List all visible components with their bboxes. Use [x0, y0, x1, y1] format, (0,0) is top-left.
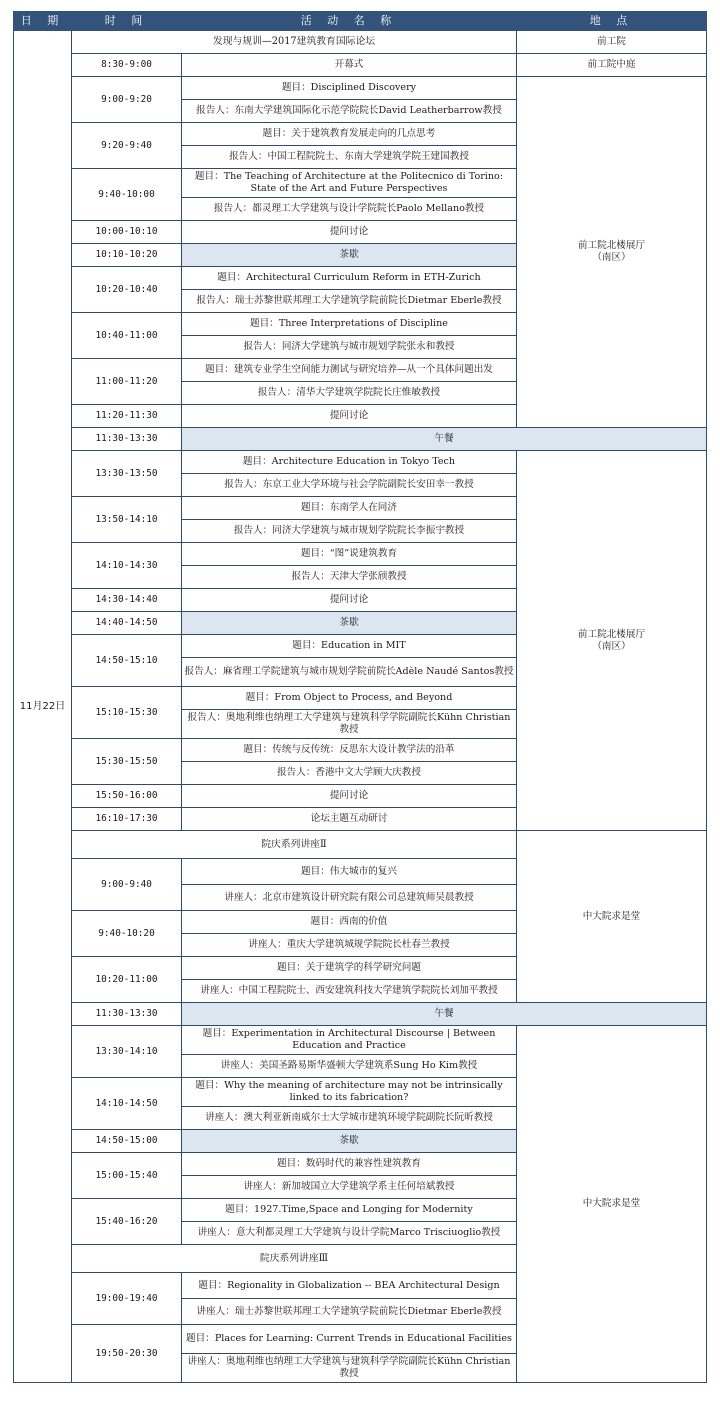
time-cell: 10:10-10:20 — [72, 244, 182, 267]
speaker-cell: 讲座人：意大利都灵理工大学建筑与设计学院Marco Trisciuoglio教授 — [182, 1222, 517, 1245]
topic-cell: 题目：Disciplined Discovery — [182, 77, 517, 100]
lecture3-title: 院庆系列讲座Ⅲ — [72, 1245, 517, 1273]
label-cell: 提问讨论 — [182, 405, 517, 428]
time-cell: 11:30-13:30 — [72, 428, 182, 451]
speaker-cell: 讲座人：美国圣路易斯华盛顿大学建筑系Sung Ho Kim教授 — [182, 1055, 517, 1078]
forum-title-location: 前工院 — [517, 31, 707, 54]
opening-time: 8:30-9:00 — [72, 54, 182, 77]
speaker-cell: 报告人：麻省理工学院建筑与城市规划学院前院长Adèle Naudé Santos教授 — [182, 658, 517, 687]
label-cell: 提问讨论 — [182, 589, 517, 612]
time-cell: 14:10-14:50 — [72, 1078, 182, 1130]
speaker-cell: 报告人：香港中文大学顾大庆教授 — [182, 762, 517, 785]
speaker-cell: 讲座人：澳大利亚新南威尔士大学城市建筑环境学院副院长阮昕教授 — [182, 1107, 517, 1130]
header-time: 时 间 — [72, 12, 182, 31]
time-cell: 19:00-19:40 — [72, 1273, 182, 1325]
speaker-cell: 报告人：中国工程院院士、东南大学建筑学院王建国教授 — [182, 146, 517, 169]
afternoon-location: 前工院北楼展厅 （南区） — [517, 451, 707, 831]
time-cell: 16:10-17:30 — [72, 808, 182, 831]
topic-cell: 题目：Architectural Curriculum Reform in ETH-Zurich — [182, 267, 517, 290]
speaker-cell: 讲座人：中国工程院院士、西安建筑科技大学建筑学院院长刘加平教授 — [182, 980, 517, 1003]
topic-cell: 题目：1927.Time,Space and Longing for Modernity — [182, 1199, 517, 1222]
topic-cell: 题目：数码时代的兼容性建筑教育 — [182, 1153, 517, 1176]
time-cell: 14:30-14:40 — [72, 589, 182, 612]
topic-cell: 题目：Experimentation in Architectural Discourse | Between Education and Practice — [182, 1026, 517, 1055]
label-cell: 提问讨论 — [182, 785, 517, 808]
header-activity: 活 动 名 称 — [182, 12, 517, 31]
time-cell: 13:50-14:10 — [72, 497, 182, 543]
topic-cell: 题目：From Object to Process, and Beyond — [182, 687, 517, 710]
topic-cell: 题目：“图”说建筑教育 — [182, 543, 517, 566]
topic-cell: 题目：Places for Learning: Current Trends in Educational Facilities — [182, 1325, 517, 1354]
forum-title: 发现与规训—2017建筑教育国际论坛 — [72, 31, 517, 54]
time-cell: 13:30-14:10 — [72, 1026, 182, 1078]
topic-cell: 题目：建筑专业学生空间能力测试与研究培养—从一个具体问题出发 — [182, 359, 517, 382]
time-cell: 13:30-13:50 — [72, 451, 182, 497]
topic-cell: 题目：Three Interpretations of Discipline — [182, 313, 517, 336]
time-cell: 14:10-14:30 — [72, 543, 182, 589]
lunch-cell: 午餐 — [182, 428, 707, 451]
lecture2-morning-location: 中大院求是堂 — [517, 831, 707, 1003]
label-cell: 提问讨论 — [182, 221, 517, 244]
break-cell: 茶歇 — [182, 244, 517, 267]
opening-location: 前工院中庭 — [517, 54, 707, 77]
time-cell: 9:40-10:20 — [72, 911, 182, 957]
opening-label: 开幕式 — [182, 54, 517, 77]
speaker-cell: 报告人：都灵理工大学建筑与设计学院院长Paolo Mellano教授 — [182, 198, 517, 221]
topic-cell: 题目：Why the meaning of architecture may not be intrinsically linked to its fabrication? — [182, 1078, 517, 1107]
topic-cell: 题目：传统与反传统：反思东大设计教学法的沿革 — [182, 739, 517, 762]
time-cell: 15:50-16:00 — [72, 785, 182, 808]
label-cell: 论坛主题互动研讨 — [182, 808, 517, 831]
speaker-cell: 讲座人：重庆大学建筑城规学院院长杜春兰教授 — [182, 934, 517, 957]
time-cell: 11:00-11:20 — [72, 359, 182, 405]
time-cell: 10:20-10:40 — [72, 267, 182, 313]
time-cell: 10:00-10:10 — [72, 221, 182, 244]
time-cell: 10:20-11:00 — [72, 957, 182, 1003]
topic-cell: 题目：The Teaching of Architecture at the Politecnico di Torino: State of the Art and Future Perspectives — [182, 169, 517, 198]
time-cell: 15:10-15:30 — [72, 687, 182, 739]
speaker-cell: 报告人：瑞士苏黎世联邦理工大学建筑学院前院长Dietmar Eberle教授 — [182, 290, 517, 313]
break-cell: 茶歇 — [182, 1130, 517, 1153]
lunch-cell: 午餐 — [182, 1003, 707, 1026]
time-cell: 10:40-11:00 — [72, 313, 182, 359]
topic-cell: 题目：东南学人在同济 — [182, 497, 517, 520]
schedule-table — [13, 11, 707, 1383]
speaker-cell: 讲座人：北京市建筑设计研究院有限公司总建筑师吴晨教授 — [182, 885, 517, 911]
speaker-cell: 报告人：清华大学建筑学院院长庄惟敏教授 — [182, 382, 517, 405]
lecture2-title: 院庆系列讲座Ⅱ — [72, 831, 517, 859]
speaker-cell: 报告人：同济大学建筑与城市规划学院张永和教授 — [182, 336, 517, 359]
time-cell: 14:50-15:00 — [72, 1130, 182, 1153]
header-location: 地 点 — [517, 12, 707, 31]
morning-location: 前工院北楼展厅 （南区） — [517, 77, 707, 428]
topic-cell: 题目：伟大城市的复兴 — [182, 859, 517, 885]
time-cell: 15:00-15:40 — [72, 1153, 182, 1199]
topic-cell: 题目：Education in MIT — [182, 635, 517, 658]
time-cell: 9:40-10:00 — [72, 169, 182, 221]
speaker-cell: 报告人：同济大学建筑与城市规划学院院长李振宇教授 — [182, 520, 517, 543]
speaker-cell: 报告人：东南大学建筑国际化示范学院院长David Leatherbarrow教授 — [182, 100, 517, 123]
time-cell: 15:30-15:50 — [72, 739, 182, 785]
speaker-cell: 讲座人：新加坡国立大学建筑学系主任何培斌教授 — [182, 1176, 517, 1199]
time-cell: 14:40-14:50 — [72, 612, 182, 635]
break-cell: 茶歇 — [182, 612, 517, 635]
time-cell: 9:00-9:20 — [72, 77, 182, 123]
time-cell: 14:50-15:10 — [72, 635, 182, 687]
speaker-cell: 报告人：天津大学张颀教授 — [182, 566, 517, 589]
speaker-cell: 报告人：奥地利维也纳理工大学建筑与建筑科学学院副院长Kühn Christian教授 — [182, 710, 517, 739]
time-cell: 19:50-20:30 — [72, 1325, 182, 1383]
speaker-cell: 讲座人：奥地利维也纳理工大学建筑与建筑科学学院副院长Kühn Christian教授 — [182, 1354, 517, 1383]
topic-cell: 题目：Architecture Education in Tokyo Tech — [182, 451, 517, 474]
lecture2-afternoon-location: 中大院求是堂 — [517, 1026, 707, 1383]
header-row — [14, 12, 707, 31]
time-cell: 9:00-9:40 — [72, 859, 182, 911]
time-cell: 9:20-9:40 — [72, 123, 182, 169]
time-cell: 15:40-16:20 — [72, 1199, 182, 1245]
header-date: 日 期 — [14, 12, 72, 31]
topic-cell: 题目：西南的价值 — [182, 911, 517, 934]
topic-cell: 题目：关于建筑教育发展走向的几点思考 — [182, 123, 517, 146]
speaker-cell: 讲座人：瑞士苏黎世联邦理工大学建筑学院前院长Dietmar Eberle教授 — [182, 1299, 517, 1325]
speaker-cell: 报告人：东京工业大学环境与社会学院副院长安田幸一教授 — [182, 474, 517, 497]
time-cell: 11:30-13:30 — [72, 1003, 182, 1026]
topic-cell: 题目：关于建筑学的科学研究问题 — [182, 957, 517, 980]
topic-cell: 题目：Regionality in Globalization -- BEA Architectural Design — [182, 1273, 517, 1299]
date-cell: 11月22日 — [14, 31, 72, 1383]
time-cell: 11:20-11:30 — [72, 405, 182, 428]
